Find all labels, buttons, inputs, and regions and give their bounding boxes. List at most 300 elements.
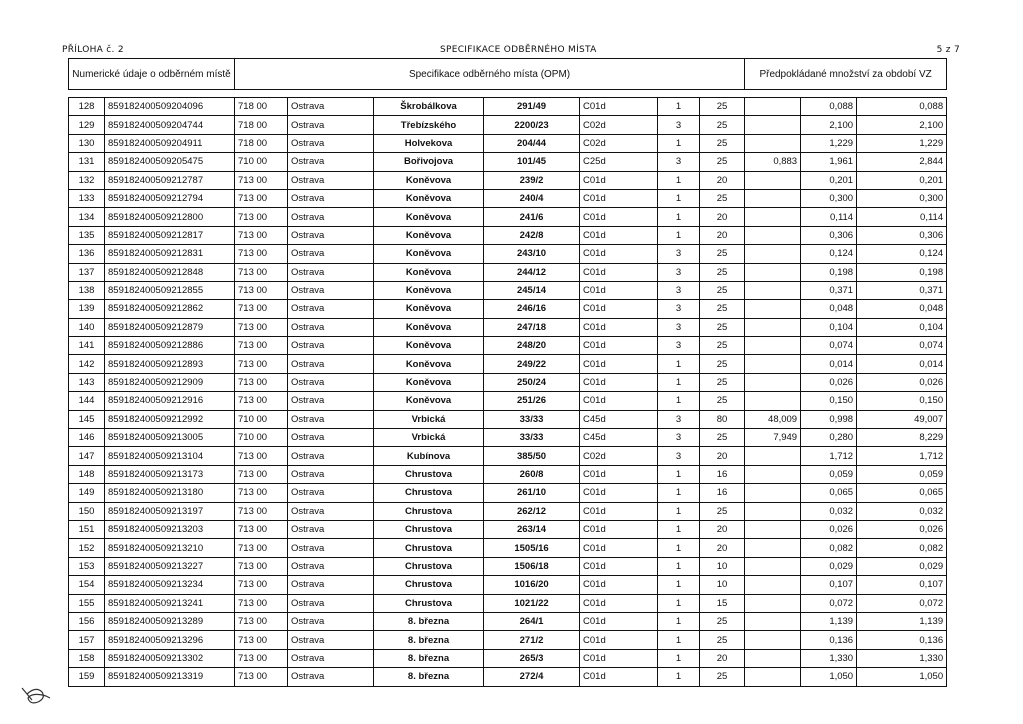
house-number-cell: 265/3 xyxy=(484,649,580,667)
tariff-cell: C01d xyxy=(580,631,658,649)
consumption-total-cell: 0,136 xyxy=(857,631,947,649)
house-number-cell: 263/14 xyxy=(484,520,580,538)
street-cell: Chrustova xyxy=(374,539,484,557)
breaker-cell: 20 xyxy=(700,539,745,557)
consumption-low-cell: 0,136 xyxy=(801,631,857,649)
city-cell: Ostrava xyxy=(288,539,374,557)
row-number-cell: 138 xyxy=(69,281,105,299)
house-number-cell: 2200/23 xyxy=(484,116,580,134)
row-number-cell: 145 xyxy=(69,410,105,428)
breaker-cell: 25 xyxy=(700,355,745,373)
tariff-cell: C01d xyxy=(580,98,658,116)
phases-cell: 3 xyxy=(658,429,700,447)
postal-code-cell: 710 00 xyxy=(235,429,288,447)
row-number-cell: 144 xyxy=(69,392,105,410)
row-number-cell: 155 xyxy=(69,594,105,612)
table-row xyxy=(69,429,947,447)
consumption-low-cell: 0,107 xyxy=(801,576,857,594)
breaker-cell: 16 xyxy=(700,484,745,502)
city-cell: Ostrava xyxy=(288,208,374,226)
house-number-cell: 245/14 xyxy=(484,281,580,299)
consumption-low-cell: 0,082 xyxy=(801,539,857,557)
consumption-total-cell: 0,074 xyxy=(857,337,947,355)
city-cell: Ostrava xyxy=(288,153,374,171)
consumption-total-cell: 0,371 xyxy=(857,281,947,299)
phases-cell: 1 xyxy=(658,502,700,520)
ean-code-cell: 859182400509212800 xyxy=(105,208,235,226)
tariff-cell: C01d xyxy=(580,226,658,244)
row-number-cell: 152 xyxy=(69,539,105,557)
city-cell: Ostrava xyxy=(288,392,374,410)
phases-cell: 3 xyxy=(658,281,700,299)
table-row xyxy=(69,484,947,502)
street-cell: Kubínova xyxy=(374,447,484,465)
consumption-total-cell: 1,050 xyxy=(857,668,947,686)
tariff-cell: C02d xyxy=(580,447,658,465)
table-row xyxy=(69,300,947,318)
breaker-cell: 10 xyxy=(700,576,745,594)
street-cell: Koněvova xyxy=(374,300,484,318)
postal-code-cell: 713 00 xyxy=(235,576,288,594)
ean-code-cell: 859182400509213234 xyxy=(105,576,235,594)
row-number-cell: 147 xyxy=(69,447,105,465)
phases-cell: 3 xyxy=(658,245,700,263)
consumption-low-cell: 0,280 xyxy=(801,429,857,447)
postal-code-cell: 713 00 xyxy=(235,594,288,612)
breaker-cell: 25 xyxy=(700,612,745,630)
city-cell: Ostrava xyxy=(288,245,374,263)
street-cell: Chrustova xyxy=(374,520,484,538)
ean-code-cell: 859182400509213302 xyxy=(105,649,235,667)
tariff-cell: C01d xyxy=(580,539,658,557)
consumption-high-cell: 0,883 xyxy=(745,153,801,171)
row-number-cell: 130 xyxy=(69,134,105,152)
breaker-cell: 25 xyxy=(700,98,745,116)
breaker-cell: 20 xyxy=(700,226,745,244)
breaker-cell: 20 xyxy=(700,208,745,226)
tariff-cell: C01d xyxy=(580,392,658,410)
tariff-cell: C01d xyxy=(580,355,658,373)
postal-code-cell: 713 00 xyxy=(235,539,288,557)
table-row xyxy=(69,245,947,263)
phases-cell: 1 xyxy=(658,98,700,116)
city-cell: Ostrava xyxy=(288,355,374,373)
house-number-cell: 246/16 xyxy=(484,300,580,318)
consumption-low-cell: 0,065 xyxy=(801,484,857,502)
house-number-cell: 239/2 xyxy=(484,171,580,189)
house-number-cell: 385/50 xyxy=(484,447,580,465)
consumption-high-cell xyxy=(745,189,801,207)
consumption-high-cell xyxy=(745,539,801,557)
house-number-cell: 261/10 xyxy=(484,484,580,502)
breaker-cell: 16 xyxy=(700,465,745,483)
street-cell: Holvekova xyxy=(374,134,484,152)
consumption-low-cell: 0,306 xyxy=(801,226,857,244)
breaker-cell: 25 xyxy=(700,373,745,391)
city-cell: Ostrava xyxy=(288,410,374,428)
consumption-total-cell: 1,330 xyxy=(857,649,947,667)
table-row xyxy=(69,171,947,189)
tariff-cell: C01d xyxy=(580,502,658,520)
ean-code-cell: 859182400509213227 xyxy=(105,557,235,575)
consumption-high-cell xyxy=(745,631,801,649)
street-cell: Chrustova xyxy=(374,557,484,575)
consumption-high-cell xyxy=(745,594,801,612)
city-cell: Ostrava xyxy=(288,520,374,538)
page-number: 5 z 7 xyxy=(936,45,960,55)
breaker-cell: 25 xyxy=(700,116,745,134)
breaker-cell: 20 xyxy=(700,649,745,667)
row-number-cell: 134 xyxy=(69,208,105,226)
street-cell: Škrobálkova xyxy=(374,98,484,116)
street-cell: Koněvova xyxy=(374,337,484,355)
consumption-high-cell xyxy=(745,576,801,594)
tariff-cell: C01d xyxy=(580,318,658,336)
postal-code-cell: 713 00 xyxy=(235,373,288,391)
house-number-cell: 204/44 xyxy=(484,134,580,152)
consumption-low-cell: 0,371 xyxy=(801,281,857,299)
breaker-cell: 15 xyxy=(700,594,745,612)
house-number-cell: 101/45 xyxy=(484,153,580,171)
consumption-high-cell xyxy=(745,520,801,538)
document-title: SPECIFIKACE ODBĚRNÉHO MÍSTA xyxy=(440,45,597,55)
consumption-total-cell: 0,306 xyxy=(857,226,947,244)
house-number-cell: 1505/16 xyxy=(484,539,580,557)
house-number-cell: 250/24 xyxy=(484,373,580,391)
consumption-total-cell: 0,198 xyxy=(857,263,947,281)
ean-code-cell: 859182400509212817 xyxy=(105,226,235,244)
header-numeric: Numerické údaje o odběrném místě xyxy=(69,59,235,90)
row-number-cell: 159 xyxy=(69,668,105,686)
postal-code-cell: 713 00 xyxy=(235,612,288,630)
tariff-cell: C01d xyxy=(580,337,658,355)
ean-code-cell: 859182400509213203 xyxy=(105,520,235,538)
postal-code-cell: 713 00 xyxy=(235,208,288,226)
consumption-total-cell: 0,107 xyxy=(857,576,947,594)
consumption-low-cell: 1,139 xyxy=(801,612,857,630)
ean-code-cell: 859182400509213197 xyxy=(105,502,235,520)
city-cell: Ostrava xyxy=(288,189,374,207)
header-spacer xyxy=(69,90,947,98)
ean-code-cell: 859182400509212848 xyxy=(105,263,235,281)
page-header xyxy=(62,45,960,59)
tariff-cell: C25d xyxy=(580,153,658,171)
phases-cell: 3 xyxy=(658,447,700,465)
postal-code-cell: 718 00 xyxy=(235,116,288,134)
tariff-cell: C01d xyxy=(580,171,658,189)
tariff-cell: C01d xyxy=(580,263,658,281)
breaker-cell: 25 xyxy=(700,245,745,263)
ean-code-cell: 859182400509212787 xyxy=(105,171,235,189)
consumption-high-cell xyxy=(745,649,801,667)
phases-cell: 1 xyxy=(658,355,700,373)
consumption-high-cell xyxy=(745,612,801,630)
postal-code-cell: 713 00 xyxy=(235,668,288,686)
street-cell: Koněvova xyxy=(374,263,484,281)
city-cell: Ostrava xyxy=(288,116,374,134)
table-row xyxy=(69,318,947,336)
tariff-cell: C01d xyxy=(580,594,658,612)
table-row xyxy=(69,392,947,410)
row-number-cell: 153 xyxy=(69,557,105,575)
tariff-cell: C01d xyxy=(580,373,658,391)
ean-code-cell: 859182400509212794 xyxy=(105,189,235,207)
consumption-total-cell: 0,032 xyxy=(857,502,947,520)
consumption-low-cell: 0,014 xyxy=(801,355,857,373)
house-number-cell: 249/22 xyxy=(484,355,580,373)
table-row xyxy=(69,539,947,557)
consumption-high-cell xyxy=(745,337,801,355)
attachment-label: PŘÍLOHA č. 2 xyxy=(62,45,124,55)
consumption-low-cell: 0,074 xyxy=(801,337,857,355)
consumption-total-cell: 0,201 xyxy=(857,171,947,189)
house-number-cell: 251/26 xyxy=(484,392,580,410)
phases-cell: 1 xyxy=(658,557,700,575)
phases-cell: 1 xyxy=(658,484,700,502)
handwritten-mark xyxy=(18,680,52,708)
tariff-cell: C01d xyxy=(580,208,658,226)
breaker-cell: 25 xyxy=(700,392,745,410)
ean-code-cell: 859182400509213319 xyxy=(105,668,235,686)
row-number-cell: 142 xyxy=(69,355,105,373)
postal-code-cell: 713 00 xyxy=(235,631,288,649)
consumption-total-cell: 0,124 xyxy=(857,245,947,263)
city-cell: Ostrava xyxy=(288,300,374,318)
postal-code-cell: 713 00 xyxy=(235,447,288,465)
phases-cell: 1 xyxy=(658,373,700,391)
consumption-total-cell: 1,139 xyxy=(857,612,947,630)
breaker-cell: 20 xyxy=(700,447,745,465)
consumption-total-cell: 0,300 xyxy=(857,189,947,207)
consumption-low-cell: 0,026 xyxy=(801,520,857,538)
tariff-cell: C01d xyxy=(580,649,658,667)
ean-code-cell: 859182400509212886 xyxy=(105,337,235,355)
row-number-cell: 128 xyxy=(69,98,105,116)
tariff-cell: C01d xyxy=(580,300,658,318)
consumption-total-cell: 0,029 xyxy=(857,557,947,575)
postal-code-cell: 713 00 xyxy=(235,318,288,336)
breaker-cell: 25 xyxy=(700,429,745,447)
consumption-high-cell: 48,009 xyxy=(745,410,801,428)
street-cell: Koněvova xyxy=(374,355,484,373)
consumption-low-cell: 0,124 xyxy=(801,245,857,263)
street-cell: 8. března xyxy=(374,612,484,630)
house-number-cell: 262/12 xyxy=(484,502,580,520)
tariff-cell: C01d xyxy=(580,576,658,594)
postal-code-cell: 710 00 xyxy=(235,410,288,428)
consumption-low-cell: 1,712 xyxy=(801,447,857,465)
street-cell: Koněvova xyxy=(374,245,484,263)
consumption-total-cell: 8,229 xyxy=(857,429,947,447)
breaker-cell: 20 xyxy=(700,171,745,189)
row-number-cell: 156 xyxy=(69,612,105,630)
consumption-total-cell: 0,065 xyxy=(857,484,947,502)
postal-code-cell: 713 00 xyxy=(235,337,288,355)
consumption-low-cell: 1,330 xyxy=(801,649,857,667)
city-cell: Ostrava xyxy=(288,465,374,483)
street-cell: Chrustova xyxy=(374,594,484,612)
postal-code-cell: 713 00 xyxy=(235,484,288,502)
row-number-cell: 148 xyxy=(69,465,105,483)
house-number-cell: 1506/18 xyxy=(484,557,580,575)
consumption-high-cell xyxy=(745,171,801,189)
consumption-high-cell xyxy=(745,263,801,281)
ean-code-cell: 859182400509212855 xyxy=(105,281,235,299)
breaker-cell: 25 xyxy=(700,263,745,281)
postal-code-cell: 713 00 xyxy=(235,465,288,483)
breaker-cell: 25 xyxy=(700,134,745,152)
ean-code-cell: 859182400509205475 xyxy=(105,153,235,171)
ean-code-cell: 859182400509212862 xyxy=(105,300,235,318)
consumption-low-cell: 0,088 xyxy=(801,98,857,116)
ean-code-cell: 859182400509213180 xyxy=(105,484,235,502)
table-row xyxy=(69,281,947,299)
breaker-cell: 25 xyxy=(700,318,745,336)
city-cell: Ostrava xyxy=(288,337,374,355)
breaker-cell: 25 xyxy=(700,281,745,299)
street-cell: 8. března xyxy=(374,649,484,667)
house-number-cell: 242/8 xyxy=(484,226,580,244)
consumption-high-cell xyxy=(745,502,801,520)
phases-cell: 3 xyxy=(658,116,700,134)
city-cell: Ostrava xyxy=(288,484,374,502)
consumption-total-cell: 0,014 xyxy=(857,355,947,373)
ean-code-cell: 859182400509212909 xyxy=(105,373,235,391)
street-cell: Vrbická xyxy=(374,429,484,447)
consumption-low-cell: 0,114 xyxy=(801,208,857,226)
row-number-cell: 146 xyxy=(69,429,105,447)
ean-code-cell: 859182400509212879 xyxy=(105,318,235,336)
table-row xyxy=(69,410,947,428)
table-row xyxy=(69,594,947,612)
phases-cell: 1 xyxy=(658,171,700,189)
street-cell: Chrustova xyxy=(374,502,484,520)
ean-code-cell: 859182400509204911 xyxy=(105,134,235,152)
phases-cell: 1 xyxy=(658,520,700,538)
postal-code-cell: 713 00 xyxy=(235,263,288,281)
tariff-cell: C01d xyxy=(580,245,658,263)
phases-cell: 1 xyxy=(658,594,700,612)
phases-cell: 1 xyxy=(658,649,700,667)
row-number-cell: 149 xyxy=(69,484,105,502)
tariff-cell: C01d xyxy=(580,520,658,538)
city-cell: Ostrava xyxy=(288,649,374,667)
city-cell: Ostrava xyxy=(288,502,374,520)
table-row xyxy=(69,226,947,244)
breaker-cell: 25 xyxy=(700,189,745,207)
header-forecast: Předpokládané množství za období VZ xyxy=(745,59,947,90)
street-cell: Koněvova xyxy=(374,281,484,299)
consumption-low-cell: 0,072 xyxy=(801,594,857,612)
consumption-low-cell: 0,998 xyxy=(801,410,857,428)
row-number-cell: 132 xyxy=(69,171,105,189)
city-cell: Ostrava xyxy=(288,576,374,594)
street-cell: Koněvova xyxy=(374,318,484,336)
consumption-total-cell: 0,150 xyxy=(857,392,947,410)
row-number-cell: 158 xyxy=(69,649,105,667)
consumption-high-cell xyxy=(745,465,801,483)
street-cell: 8. března xyxy=(374,631,484,649)
breaker-cell: 25 xyxy=(700,668,745,686)
house-number-cell: 247/18 xyxy=(484,318,580,336)
house-number-cell: 241/6 xyxy=(484,208,580,226)
table-row xyxy=(69,373,947,391)
row-number-cell: 136 xyxy=(69,245,105,263)
postal-code-cell: 713 00 xyxy=(235,189,288,207)
consumption-total-cell: 49,007 xyxy=(857,410,947,428)
consumption-total-cell: 2,100 xyxy=(857,116,947,134)
header-spec: Specifikace odběrného místa (OPM) xyxy=(235,59,745,90)
table-row xyxy=(69,263,947,281)
phases-cell: 1 xyxy=(658,631,700,649)
postal-code-cell: 713 00 xyxy=(235,226,288,244)
street-cell: Koněvova xyxy=(374,189,484,207)
table-row xyxy=(69,189,947,207)
postal-code-cell: 713 00 xyxy=(235,392,288,410)
house-number-cell: 248/20 xyxy=(484,337,580,355)
postal-code-cell: 713 00 xyxy=(235,355,288,373)
city-cell: Ostrava xyxy=(288,134,374,152)
ean-code-cell: 859182400509204744 xyxy=(105,116,235,134)
consumption-high-cell xyxy=(745,355,801,373)
street-cell: Vrbická xyxy=(374,410,484,428)
tariff-cell: C01d xyxy=(580,484,658,502)
ean-code-cell: 859182400509213104 xyxy=(105,447,235,465)
phases-cell: 1 xyxy=(658,189,700,207)
consumption-high-cell xyxy=(745,318,801,336)
city-cell: Ostrava xyxy=(288,226,374,244)
phases-cell: 3 xyxy=(658,318,700,336)
postal-code-cell: 713 00 xyxy=(235,245,288,263)
table-row xyxy=(69,208,947,226)
table-row xyxy=(69,520,947,538)
house-number-cell: 33/33 xyxy=(484,410,580,428)
street-cell: Koněvova xyxy=(374,392,484,410)
city-cell: Ostrava xyxy=(288,373,374,391)
ean-code-cell: 859182400509212916 xyxy=(105,392,235,410)
city-cell: Ostrava xyxy=(288,557,374,575)
row-number-cell: 150 xyxy=(69,502,105,520)
tariff-cell: C01d xyxy=(580,281,658,299)
consumption-low-cell: 0,201 xyxy=(801,171,857,189)
row-number-cell: 137 xyxy=(69,263,105,281)
consumption-high-cell xyxy=(745,447,801,465)
city-cell: Ostrava xyxy=(288,631,374,649)
row-number-cell: 157 xyxy=(69,631,105,649)
ean-code-cell: 859182400509213005 xyxy=(105,429,235,447)
consumption-high-cell xyxy=(745,373,801,391)
house-number-cell: 243/10 xyxy=(484,245,580,263)
table-row xyxy=(69,612,947,630)
consumption-low-cell: 0,029 xyxy=(801,557,857,575)
street-cell: Koněvova xyxy=(374,171,484,189)
table-row xyxy=(69,116,947,134)
city-cell: Ostrava xyxy=(288,429,374,447)
table-row xyxy=(69,576,947,594)
tariff-cell: C02d xyxy=(580,134,658,152)
postal-code-cell: 713 00 xyxy=(235,502,288,520)
city-cell: Ostrava xyxy=(288,281,374,299)
specification-table xyxy=(68,58,947,687)
consumption-high-cell xyxy=(745,116,801,134)
postal-code-cell: 713 00 xyxy=(235,171,288,189)
row-number-cell: 135 xyxy=(69,226,105,244)
street-cell: Chrustova xyxy=(374,465,484,483)
row-number-cell: 133 xyxy=(69,189,105,207)
consumption-total-cell: 0,082 xyxy=(857,539,947,557)
consumption-total-cell: 0,088 xyxy=(857,98,947,116)
ean-code-cell: 859182400509212893 xyxy=(105,355,235,373)
